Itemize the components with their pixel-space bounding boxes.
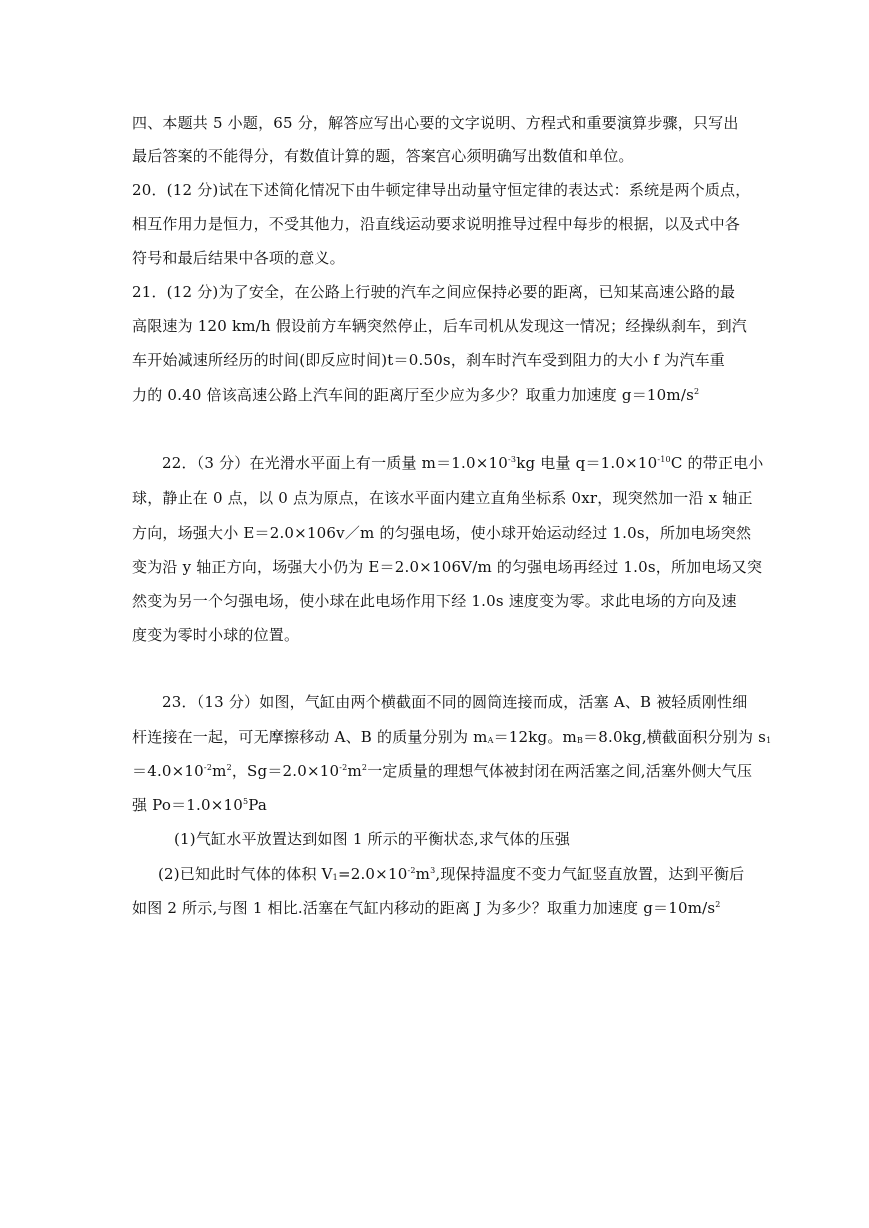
q23-part-2-text-b: =2.0×10	[337, 865, 408, 883]
q23-part-2-line-2-text: 如图 2 所示,与图 1 相比.活塞在气缸内移动的距离 J 为多少？取重力加速度 g＝10m/s	[132, 899, 716, 917]
q23-part-2-line-2	[132, 898, 721, 918]
q23-part-2-text-c: m	[415, 865, 431, 883]
q20-line-3: 符号和最后结果中各项的意义。	[132, 249, 345, 267]
q23-line-2-text-b: ＝12kg。m	[493, 728, 577, 746]
q23-part-1: (1)气缸水平放置达到如图 1 所示的平衡状态,求气体的压强	[174, 830, 571, 848]
q23-line-2-text-a: 杆连接在一起，可无摩擦移动 A、B 的质量分别为 m	[132, 728, 488, 746]
q23-line-2-text-c: ＝8.0kg,横截面积分别为 s	[583, 728, 767, 746]
q23-part-2-exponent-1: -2	[407, 866, 416, 875]
q23-line-4-exponent: 5	[243, 797, 249, 806]
q23-line-3-exponent-2: 2	[226, 763, 232, 772]
q23-line-3-exponent-1: -2	[203, 763, 213, 772]
q23-line-2-subscript-1: A	[487, 736, 494, 745]
q23-line-3	[132, 761, 752, 781]
q22-line-1-text-b: kg 电量 q＝1.0×10	[516, 454, 658, 472]
q22-line-3: 方向，场强大小 E＝2.0×106v／m 的匀强电场，使小球开始运动经过 1.0s，所加电场突然	[132, 524, 752, 542]
q21-line-1: 21．(12 分)为了安全，在公路上行驶的汽车之间应保持必要的距离，已知某高速公路的最	[132, 283, 736, 301]
q23-line-4	[132, 795, 267, 815]
q23-part-2-text-a: (2)已知此时气体的体积 V	[158, 865, 333, 883]
q23-part-2-exponent-2: 3	[430, 866, 436, 875]
q23-line-3-text-b: m	[212, 762, 227, 780]
q22-line-1-text-a: 22．（3 分）在光滑水平面上有一质量 m＝1.0×10	[162, 454, 509, 472]
q23-part-2-subscript: 1	[332, 873, 338, 882]
q21-line-3: 车开始减速所经历的时间(即反应时间)t＝0.50s，刹车时汽车受到阻力的大小 f 为汽车重	[132, 351, 725, 369]
q22-line-2: 球，静止在 0 点，以 0 点为原点，在该水平面内建立直角坐标系 0xr，现突然加一沿 x 轴正	[132, 489, 753, 507]
q22-line-1	[162, 453, 764, 473]
q23-line-3-text-e: 一定质量的理想气体被封闭在两活塞之间,活塞外侧大气压	[367, 762, 753, 780]
q23-line-3-text-c: ，Sg＝2.0×10	[231, 762, 340, 780]
section-header-line-1: 四、本题共 5 小题，65 分，解答应写出心要的文字说明、方程式和重要演算步骤，只写出	[132, 114, 739, 132]
q22-line-6: 度变为零时小球的位置。	[132, 626, 300, 644]
q23-line-3-text-d: m	[347, 762, 362, 780]
q22-line-4: 变为沿 y 轴正方向，场强大小仍为 E＝2.0×106V/m 的匀强电场再经过 1.0s，所加电场又突	[132, 558, 763, 576]
q23-line-2-subscript-3: 1	[766, 736, 772, 745]
section-header-line-2: 最后答案的不能得分，有数值计算的题，答案宫心须明确写出数值和单位。	[132, 147, 634, 165]
q23-line-3-text-a: ＝4.0×10	[132, 762, 204, 780]
q23-line-1: 23．（13 分）如图，气缸由两个横截面不同的圆筒连接而成，活塞 A、B 被轻质刚性细	[162, 693, 748, 711]
q21-line-4	[132, 385, 699, 405]
q23-part-2-text-d: ,现保持温度不变力气缸竖直放置，达到平衡后	[435, 865, 745, 883]
q22-line-1-exponent-2: -10	[657, 455, 671, 464]
q23-line-4-text-a: 强 Po＝1.0×10	[132, 796, 243, 814]
q23-line-4-text-b: Pa	[248, 796, 268, 814]
q20-line-2: 相互作用力是恒力，不受其他力，沿直线运动要求说明推导过程中每步的根据，以及式中各	[132, 215, 741, 233]
q23-part-2-line-1	[158, 864, 744, 884]
q22-line-1-text-c: C 的带正电小	[670, 454, 764, 472]
q23-part-2-line-2-exponent: 2	[715, 900, 721, 909]
q21-line-2: 高限速为 120 km/h 假设前方车辆突然停止，后车司机从发现这一情况；经操纵刹车，到汽	[132, 317, 747, 335]
q21-line-4-text: 力的 0.40 倍该高速公路上汽车间的距离厅至少应为多少？取重力加速度 g＝10m/s	[132, 386, 694, 404]
q23-line-3-exponent-3: -2	[339, 763, 348, 772]
q23-line-2-subscript-2: B	[576, 736, 584, 745]
q20-line-1: 20．(12 分)试在下述简化情况下由牛顿定律导出动量守恒定律的表达式：系统是两个质点，	[132, 181, 751, 199]
q23-line-2	[132, 727, 771, 747]
q22-line-1-exponent-1: -3	[508, 455, 517, 464]
q21-line-4-exponent: 2	[693, 387, 700, 396]
q23-line-3-exponent-4: 2	[361, 763, 368, 772]
q22-line-5: 然变为另一个匀强电场，使小球在此电场作用下经 1.0s 速度变为零。求此电场的方向及速	[132, 592, 737, 610]
